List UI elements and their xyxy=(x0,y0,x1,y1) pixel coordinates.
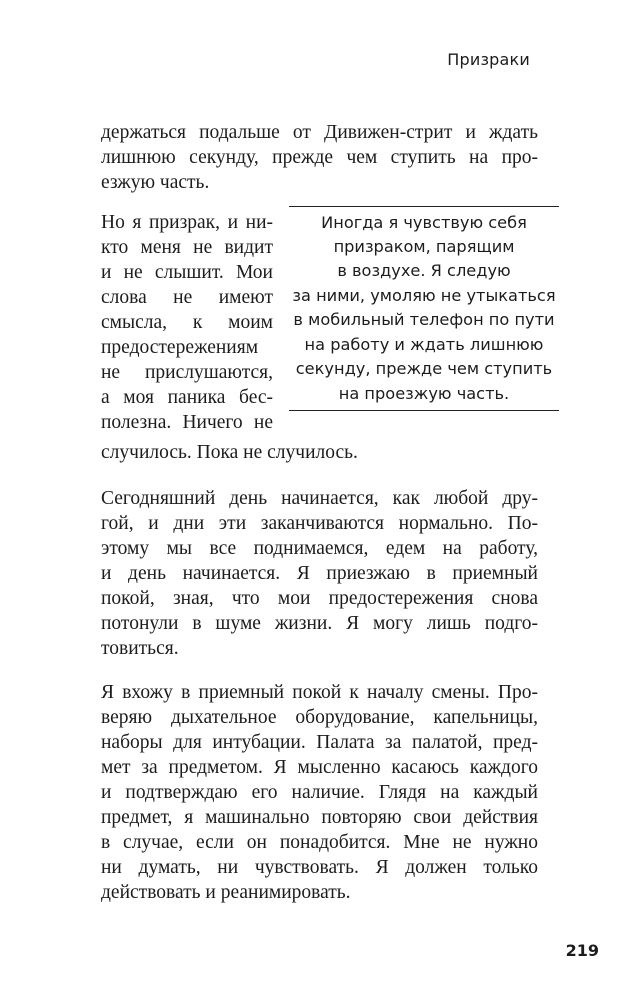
pull-quote-line: в мобильный телефон по пути xyxy=(293,310,555,329)
paragraph-3-line: товиться. xyxy=(101,638,179,659)
paragraph-4-line: мет за предметом. Я мысленно касаюсь каждого xyxy=(101,757,538,778)
paragraph-4-line: веряю дыхательное оборудование, капельницы, xyxy=(101,707,538,728)
paragraph-3-line: и день начинается. Я приезжаю в приемный xyxy=(101,563,538,584)
pull-quote-line: секунду, прежде чем ступить xyxy=(295,359,553,378)
paragraph-3-line: этому мы все поднимаемся, едем на работу, xyxy=(101,538,538,559)
paragraph-3-line: покой, зная, что мои предостережения снова xyxy=(101,588,538,609)
pull-quote-line: в воздухе. Я следую xyxy=(337,261,511,280)
paragraph-2-line: кто меня не видит xyxy=(101,237,273,258)
pull-quote-line: Иногда я чувствую себя xyxy=(321,213,527,232)
pull-quote xyxy=(289,206,559,411)
paragraph-1-line: лишнюю секунду, прежде чем ступить на про- xyxy=(101,147,538,168)
paragraph-4-line: и подтверждаю его наличие. Глядя на каждый xyxy=(101,782,538,803)
paragraph-2-line: Но я призрак, и ни- xyxy=(101,212,273,233)
paragraph-4-line: Я вхожу в приемный покой к началу смены. Про- xyxy=(101,682,538,703)
pull-quote-line: на работу и ждать лишнюю xyxy=(304,335,544,354)
paragraph-1-line: езжую часть. xyxy=(101,172,210,193)
paragraph-4-line: ни думать, ни чувствовать. Я должен только xyxy=(101,857,538,878)
paragraph-3-line: потонули в шуме жизни. Я могу лишь подго- xyxy=(101,613,538,634)
running-head-title: Призраки xyxy=(447,50,530,69)
pull-quote-line: за ними, умоляю не утыкаться xyxy=(292,286,556,305)
pull-quote-line: призраком, парящим xyxy=(333,237,515,256)
page-number: 219 xyxy=(565,941,599,960)
paragraph-4-line: предмет, я машинально повторяю свои действия xyxy=(101,807,538,828)
pull-quote-line: на проезжую часть. xyxy=(338,384,510,403)
paragraph-4-line: наборы для интубации. Палата за палатой, пред- xyxy=(101,732,538,753)
paragraph-2-line: случилось. Пока не случилось. xyxy=(101,442,358,463)
paragraph-4-line: действовать и реанимировать. xyxy=(101,882,351,903)
paragraph-2-line: не прислушаются, xyxy=(101,362,273,383)
paragraph-2-line: и не слышит. Мои xyxy=(101,262,273,283)
paragraph-2-line: полезна. Ничего не xyxy=(101,412,273,433)
paragraph-2-line: слова не имеют xyxy=(101,287,273,308)
paragraph-2-line: предостережениям xyxy=(101,337,259,358)
paragraph-3-line: гой, и дни эти заканчиваются нормально. По- xyxy=(101,513,538,534)
paragraph-2-line: а моя паника бес- xyxy=(101,387,273,408)
paragraph-4-line: в случае, если он понадобится. Мне не нужно xyxy=(101,832,538,853)
paragraph-1-line: держаться подальше от Дивижен-стрит и ждать xyxy=(101,122,538,143)
paragraph-3-line: Сегодняшний день начинается, как любой дру- xyxy=(101,488,538,509)
paragraph-2-line: смысла, к моим xyxy=(101,312,273,333)
